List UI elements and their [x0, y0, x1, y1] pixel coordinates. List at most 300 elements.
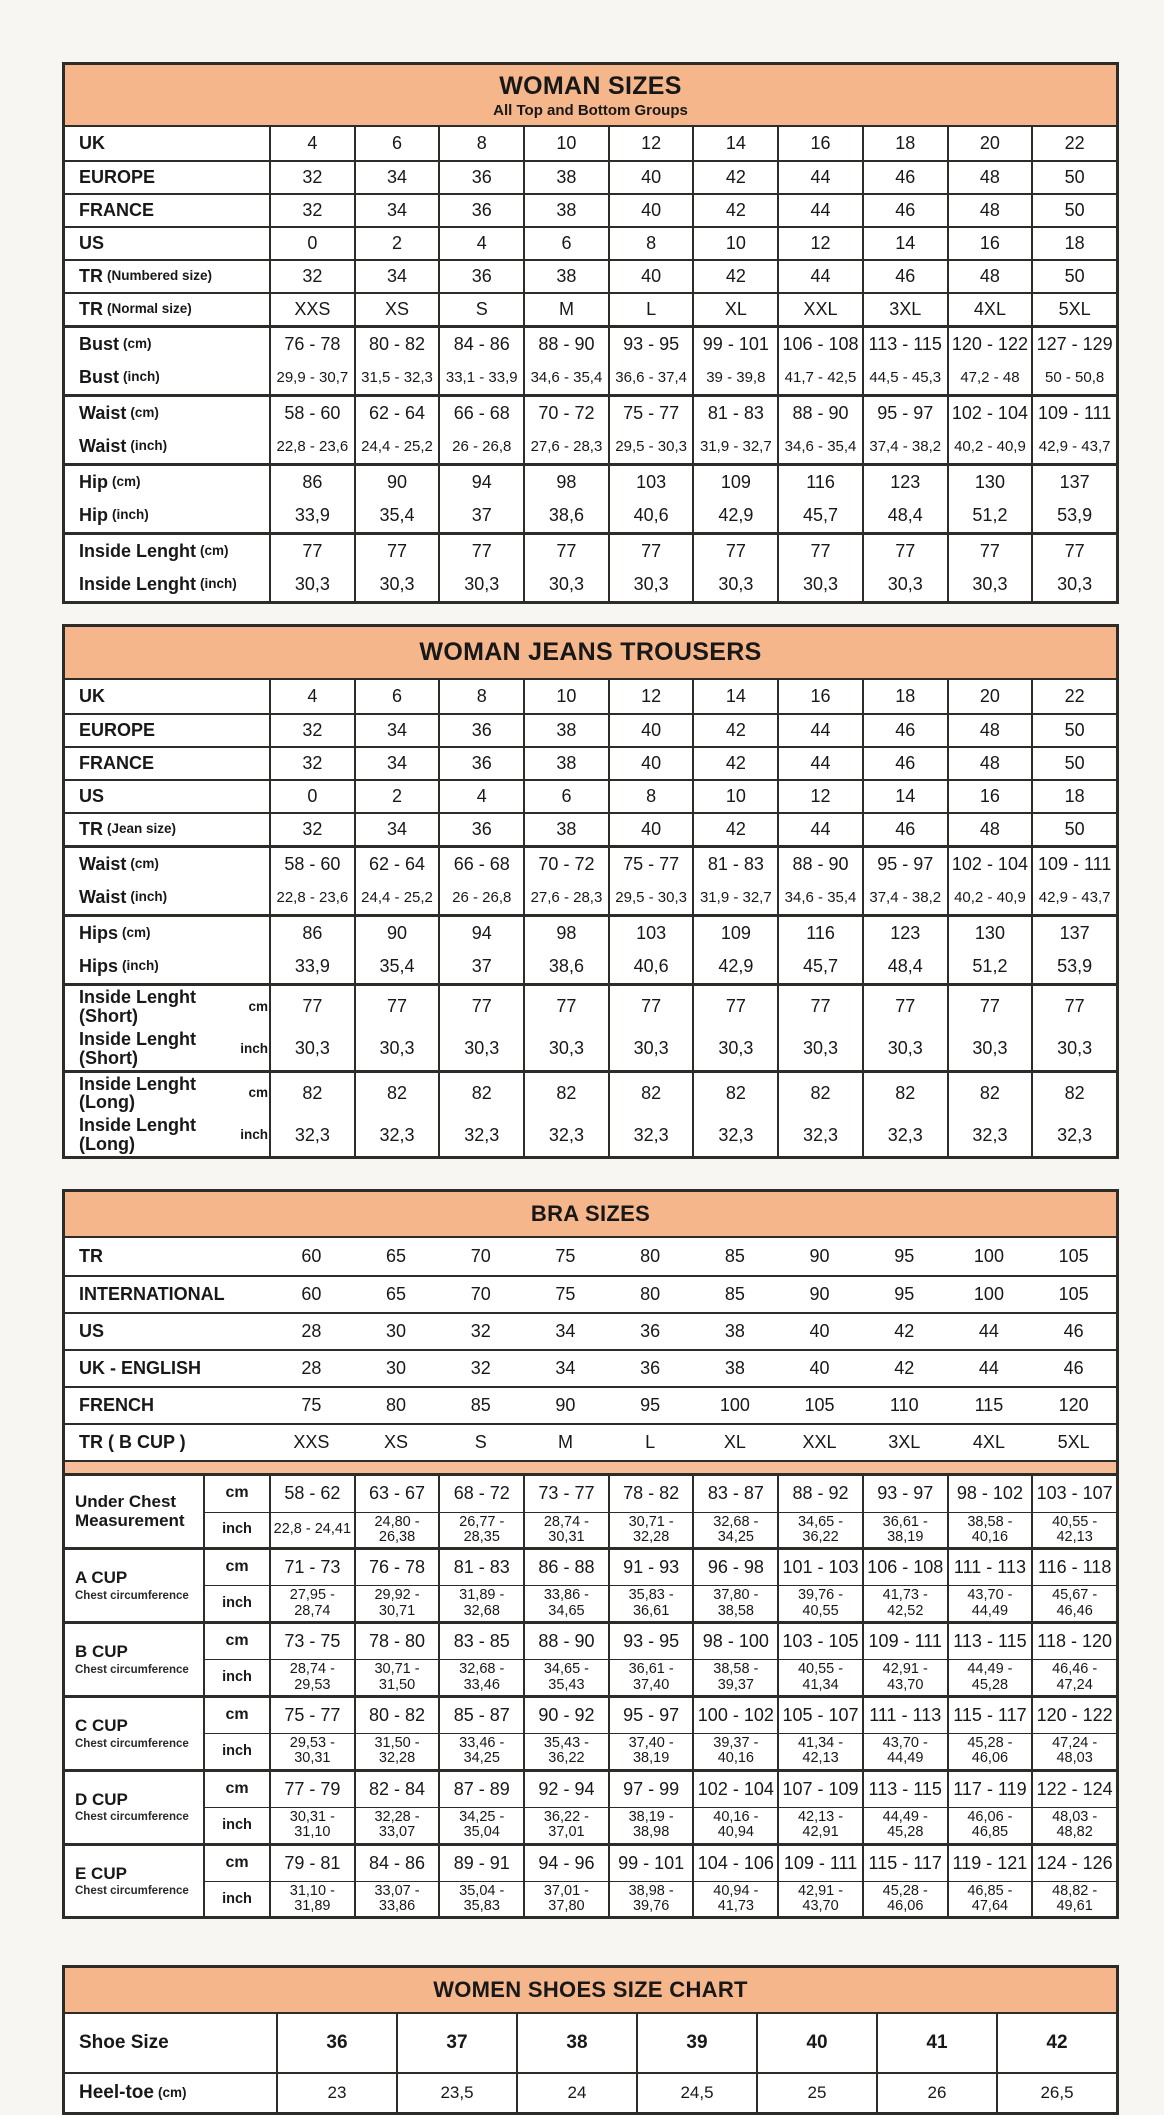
row-label [65, 715, 269, 746]
woman-sizes-title: WOMAN SIZES [499, 72, 682, 100]
value-cell: 32 [470, 1321, 491, 1342]
value-cell: 44 [978, 1358, 999, 1379]
value-cell: 14 [862, 781, 947, 812]
value-cell: 76 - 78 [269, 328, 354, 361]
value-cell: 30,3 [777, 568, 862, 601]
value-cell: 109 - 111 [777, 1846, 862, 1881]
women-shoes-body [65, 2014, 1116, 2112]
value-cell: 88 - 90 [777, 848, 862, 881]
value-cell: 24,4 - 25,2 [354, 430, 439, 463]
value-cell: 27,95 - 28,74 [269, 1585, 354, 1620]
value-cell: 10 [523, 680, 608, 713]
value-cell: 123 [862, 917, 947, 950]
row-label-text: Heel-toe [79, 2082, 154, 2104]
row-label-text: Hips [79, 956, 119, 977]
row-label [65, 397, 269, 430]
value-cell: 51,2 [947, 499, 1032, 532]
unit-label-cm: cm [203, 1772, 269, 1807]
value-cell: 48 [947, 814, 1032, 845]
value-cell: 116 [777, 466, 862, 499]
value-cell: 77 [608, 535, 693, 568]
value-cell: 34,65 - 35,43 [523, 1659, 608, 1694]
value-cell: 32,68 - 34,25 [692, 1512, 777, 1547]
value-cell: 34,6 - 35,4 [777, 881, 862, 914]
row-label-text: TR [79, 266, 103, 287]
row-label-text: Hip [79, 505, 108, 526]
value-cell: 50 - 50,8 [1031, 361, 1116, 394]
table-row [65, 812, 1116, 845]
value-cell: 46 [862, 261, 947, 292]
row-label-text: TR [79, 819, 103, 840]
value-cell: 48,03 - 48,82 [1031, 1807, 1116, 1842]
row-group [65, 463, 1116, 532]
row-label [65, 1114, 269, 1156]
row-label [65, 261, 269, 292]
value-cell: 80 [386, 1395, 407, 1416]
value-cell: 26 - 26,8 [438, 881, 523, 914]
value-cell: 137 [1031, 466, 1116, 499]
value-cell: 30,3 [438, 1028, 523, 1070]
row-label-unit: inch [240, 1127, 268, 1143]
cup-group [65, 1547, 1116, 1621]
value-cell: 111 - 113 [862, 1698, 947, 1733]
value-cell: 4XL [972, 1432, 1005, 1453]
value-cell: 48 [947, 162, 1032, 193]
value-cell: 50 [1031, 162, 1116, 193]
row-label [65, 328, 269, 361]
value-cell: 46 [862, 715, 947, 746]
value-cell: 81 - 83 [692, 397, 777, 430]
value-cell: 37,4 - 38,2 [862, 881, 947, 914]
table-row [65, 779, 1116, 812]
value-cell: 77 [692, 986, 777, 1028]
value-cell: 31,50 - 32,28 [354, 1733, 439, 1768]
value-cell: 122 - 124 [1031, 1772, 1116, 1807]
row-label [65, 1550, 203, 1621]
value-cell: 37,01 - 37,80 [523, 1881, 608, 1916]
value-cell: 20 [947, 127, 1032, 160]
value-cell: 42 [894, 1358, 915, 1379]
row-group [65, 532, 1116, 601]
value-cell: 111 - 113 [947, 1550, 1032, 1585]
row-label-unit: (cm) [130, 856, 159, 872]
value-cell: 30,3 [692, 1028, 777, 1070]
value-cell: 86 - 88 [523, 1550, 608, 1585]
value-cell: 16 [777, 680, 862, 713]
row-label-unit: (Numbered size) [107, 268, 213, 284]
value-cell: 32,3 [692, 1114, 777, 1156]
value-cell: 38 [724, 1358, 745, 1379]
value-cell: 99 - 101 [692, 328, 777, 361]
row-group [65, 1070, 1116, 1157]
value-cell: 16 [947, 228, 1032, 259]
table-row [65, 259, 1116, 292]
value-cell: 103 [608, 466, 693, 499]
row-group [65, 914, 1116, 983]
value-cell: 40 [809, 1358, 830, 1379]
row-label [65, 748, 269, 779]
row-label [65, 1425, 269, 1460]
row-label-text: Waist [79, 854, 127, 875]
value-cell: M [523, 294, 608, 325]
value-cell: 77 [354, 535, 439, 568]
value-cell: 28,74 - 30,31 [523, 1512, 608, 1547]
row-label-unit: (cm) [122, 925, 151, 941]
value-cell: 12 [777, 781, 862, 812]
value-cell: 37 [438, 950, 523, 983]
value-cell: 31,9 - 32,7 [692, 881, 777, 914]
value-cell: 90 [809, 1284, 830, 1305]
value-cell: 32 [269, 748, 354, 779]
value-cell: 5XL [1057, 1432, 1090, 1453]
table-row [65, 328, 1116, 361]
woman-jeans-table [62, 624, 1119, 1159]
value-cell: 127 - 129 [1031, 328, 1116, 361]
value-cell: 46 [862, 748, 947, 779]
value-cell: 77 [777, 535, 862, 568]
row-label-text: Hips [79, 923, 119, 944]
value-cell: 8 [608, 228, 693, 259]
value-cell: 90 [809, 1246, 830, 1267]
value-cell: 84 - 86 [354, 1846, 439, 1881]
cup-subtitle: Chest circumference [75, 1811, 189, 1824]
value-cell: 32 [269, 715, 354, 746]
value-cell: 105 [804, 1395, 835, 1416]
value-cell: 27,6 - 28,3 [523, 430, 608, 463]
table-row [65, 193, 1116, 226]
unit-label-cm: cm [203, 1476, 269, 1511]
value-cell: 100 [973, 1246, 1004, 1267]
value-cell: 32 [269, 261, 354, 292]
value-cell: 38 [724, 1321, 745, 1342]
row-label [65, 1028, 269, 1070]
value-cell: 102 - 104 [947, 397, 1032, 430]
row-label-unit: (cm) [130, 405, 159, 421]
row-label-text: EUROPE [79, 720, 156, 741]
value-cell: 34 [354, 195, 439, 226]
value-cell: 105 [1058, 1246, 1089, 1267]
value-cell: 41,73 - 42,52 [862, 1585, 947, 1620]
value-cell: 2 [354, 228, 439, 259]
value-cell: 32,3 [777, 1114, 862, 1156]
row-group [65, 394, 1116, 463]
row-label-text: UK - ENGLISH [79, 1358, 202, 1379]
table-row [65, 986, 1116, 1028]
woman-jeans-body [65, 680, 1116, 1156]
row-label [65, 2014, 276, 2072]
value-cell: 36 [640, 1321, 661, 1342]
value-cell: 77 [269, 535, 354, 568]
value-cell: 93 - 97 [862, 1476, 947, 1511]
value-cell: 34,6 - 35,4 [523, 361, 608, 394]
value-cell: 40 [608, 261, 693, 292]
cup-subtitle: Chest circumference [75, 1589, 189, 1602]
bra-sizes-body [65, 1238, 1116, 1916]
row-label-unit: (inch) [130, 438, 168, 454]
value-cell: 40 [756, 2014, 876, 2072]
value-cell: XXL [802, 1432, 837, 1453]
value-cell: 37,40 - 38,19 [608, 1733, 693, 1768]
value-cell: 100 [719, 1395, 750, 1416]
value-cell: 30,3 [269, 1028, 354, 1070]
value-cell: 29,53 - 30,31 [269, 1733, 354, 1768]
table-row [65, 1312, 1116, 1349]
value-cell: 40,55 - 42,13 [1031, 1512, 1116, 1547]
table-row [65, 1423, 1116, 1460]
value-cell: 37,80 - 38,58 [692, 1585, 777, 1620]
value-cell: 36,6 - 37,4 [608, 361, 693, 394]
value-cell: 37,4 - 38,2 [862, 430, 947, 463]
value-cell: 44,49 - 45,28 [862, 1807, 947, 1842]
row-label-unit: (cm) [123, 336, 152, 352]
value-cell: XS [384, 1432, 409, 1453]
value-cell: 88 - 90 [523, 1624, 608, 1659]
value-cell: 95 - 97 [608, 1698, 693, 1733]
value-cell: 77 [438, 535, 523, 568]
value-cell: 4 [269, 127, 354, 160]
value-cell: 32,68 - 33,46 [438, 1659, 523, 1694]
value-cell: 130 [947, 466, 1032, 499]
value-cell: 103 - 107 [1031, 1476, 1116, 1511]
row-label-text: US [79, 1321, 105, 1342]
value-cell: 77 [354, 986, 439, 1028]
value-cell: 39 - 39,8 [692, 361, 777, 394]
table-row [65, 1073, 1116, 1115]
table-row [65, 430, 1116, 463]
value-cell: 58 - 60 [269, 848, 354, 881]
value-cell: 88 - 90 [777, 397, 862, 430]
value-cell: 70 [470, 1284, 491, 1305]
value-cell: 42 [692, 748, 777, 779]
value-cell: 80 [640, 1284, 661, 1305]
value-cell: 18 [862, 680, 947, 713]
value-cell: 44,5 - 45,3 [862, 361, 947, 394]
value-cell: 43,70 - 44,49 [862, 1733, 947, 1768]
value-cell: 35,04 - 35,83 [438, 1881, 523, 1916]
value-cell: 89 - 91 [438, 1846, 523, 1881]
table-row [65, 226, 1116, 259]
row-label [65, 881, 269, 914]
row-label-unit: (Normal size) [107, 301, 192, 317]
value-cell: 33,9 [269, 950, 354, 983]
value-cell: 31,9 - 32,7 [692, 430, 777, 463]
value-cell: 46 [862, 195, 947, 226]
value-cell: 78 - 80 [354, 1624, 439, 1659]
row-label [65, 294, 269, 325]
value-cell: 42,9 [692, 950, 777, 983]
value-cell: 77 [947, 535, 1032, 568]
value-cell: 46,46 - 47,24 [1031, 1659, 1116, 1694]
value-cell: 34,6 - 35,4 [777, 430, 862, 463]
value-cell: 77 [862, 986, 947, 1028]
value-cell: 38,19 - 38,98 [608, 1807, 693, 1842]
value-cell: 84 - 86 [438, 328, 523, 361]
value-cell: 94 - 96 [523, 1846, 608, 1881]
row-label-text: Inside Lenght (Long) [79, 1115, 196, 1155]
value-cell: 28 [301, 1321, 322, 1342]
value-cell: 137 [1031, 917, 1116, 950]
value-cell: 94 [438, 466, 523, 499]
table-row [65, 680, 1116, 713]
value-cell: 30,3 [354, 568, 439, 601]
value-cell: 4 [269, 680, 354, 713]
value-cell: 34 [354, 814, 439, 845]
value-cell: 34 [354, 748, 439, 779]
separator-band [65, 1460, 1116, 1473]
value-cell: 48,82 - 49,61 [1031, 1881, 1116, 1916]
value-cell: 73 - 77 [523, 1476, 608, 1511]
value-cell: 82 - 84 [354, 1772, 439, 1807]
value-cell: 30,3 [692, 568, 777, 601]
value-cell: 106 - 108 [862, 1550, 947, 1585]
row-label-text: FRANCE [79, 753, 154, 774]
value-cell: 50 [1031, 195, 1116, 226]
value-cell: 4 [438, 781, 523, 812]
value-cell: 93 - 95 [608, 328, 693, 361]
value-cell: 42 [894, 1321, 915, 1342]
value-cell: XL [723, 1432, 746, 1453]
value-cell: 88 - 90 [523, 328, 608, 361]
value-cell: 32,3 [862, 1114, 947, 1156]
value-cell: 32 [269, 814, 354, 845]
value-cell: 43,70 - 44,49 [947, 1585, 1032, 1620]
value-cell: 38,6 [523, 499, 608, 532]
value-cell: 98 [523, 917, 608, 950]
value-cell: 48 [947, 261, 1032, 292]
woman-sizes-header [65, 65, 1116, 127]
value-cell: 35,4 [354, 950, 439, 983]
value-cell: 3XL [888, 1432, 921, 1453]
value-cell: 35,4 [354, 499, 439, 532]
value-cell: 34,25 - 35,04 [438, 1807, 523, 1842]
value-cell: XXS [269, 294, 354, 325]
row-label-text: EUROPE [79, 167, 156, 188]
row-group [65, 983, 1116, 1070]
value-cell: 82 [354, 1073, 439, 1115]
value-cell: 83 - 85 [438, 1624, 523, 1659]
row-label-text: TR [79, 1246, 103, 1267]
value-cell: 46 [862, 162, 947, 193]
value-cell: 14 [692, 680, 777, 713]
cup-group [65, 1621, 1116, 1695]
value-cell: 44 [978, 1321, 999, 1342]
row-label-unit: inch [240, 1040, 268, 1056]
row-label [65, 1314, 269, 1349]
value-cell: S [438, 294, 523, 325]
value-cell: 47,24 - 48,03 [1031, 1733, 1116, 1768]
value-cell: 37 [396, 2014, 516, 2072]
row-label-unit: (inch) [112, 507, 149, 523]
value-cell: 77 [438, 986, 523, 1028]
value-cell: 95 - 97 [862, 848, 947, 881]
value-cell: 4 [438, 228, 523, 259]
value-cell: 81 - 83 [438, 1550, 523, 1585]
table-row [65, 160, 1116, 193]
woman-sizes-table [62, 62, 1119, 604]
value-cell: 70 - 72 [523, 397, 608, 430]
table-row [65, 1386, 1116, 1423]
value-cell: 44 [777, 814, 862, 845]
value-cell: 12 [608, 127, 693, 160]
row-label-unit: (Jean size) [107, 821, 177, 837]
value-cell: 29,5 - 30,3 [608, 430, 693, 463]
value-cell: 46,06 - 46,85 [947, 1807, 1032, 1842]
value-cell: 36 [438, 162, 523, 193]
value-cell: L [608, 294, 693, 325]
value-cell: 30,3 [1031, 568, 1116, 601]
value-cell: 44 [777, 195, 862, 226]
value-cell: 30,3 [523, 568, 608, 601]
value-cell: 86 [269, 917, 354, 950]
value-cell: 116 - 118 [1031, 1550, 1116, 1585]
value-cell: 77 [608, 986, 693, 1028]
row-label-text: TR [79, 299, 103, 320]
row-label-text: Inside Lenght (Short) [79, 1028, 196, 1068]
value-cell: 88 - 92 [777, 1476, 862, 1511]
row-label-unit: (inch) [200, 576, 237, 592]
row-label-unit: cm [248, 998, 268, 1014]
row-label-text: Inside Lenght (Long) [79, 1073, 196, 1113]
value-cell: 58 - 62 [269, 1476, 354, 1511]
value-cell: 30,3 [523, 1028, 608, 1070]
cup-name: B CUP [75, 1641, 128, 1661]
row-label-text: Waist [79, 887, 127, 908]
row-label [65, 814, 269, 845]
value-cell: 10 [692, 781, 777, 812]
value-cell: 29,92 - 30,71 [354, 1585, 439, 1620]
value-cell: 110 [889, 1395, 919, 1416]
value-cell: 42,9 - 43,7 [1031, 430, 1116, 463]
value-cell: 32,3 [438, 1114, 523, 1156]
value-cell: 66 - 68 [438, 397, 523, 430]
value-cell: 82 [1031, 1073, 1116, 1115]
value-cell: 38 [523, 195, 608, 226]
value-cell: 50 [1031, 715, 1116, 746]
value-cell: 18 [1031, 781, 1116, 812]
value-cell: 109 - 111 [862, 1624, 947, 1659]
value-cell: 80 [640, 1246, 661, 1267]
value-cell: 18 [1031, 228, 1116, 259]
value-cell: 24,5 [636, 2074, 756, 2112]
value-cell: 22 [1031, 680, 1116, 713]
value-cell: 12 [608, 680, 693, 713]
value-cell: 53,9 [1031, 950, 1116, 983]
value-cell: 42,91 - 43,70 [777, 1881, 862, 1916]
value-cell: 38 [523, 748, 608, 779]
cup-group [65, 1843, 1116, 1917]
value-cell: 115 [974, 1395, 1004, 1416]
value-cell: 113 - 115 [947, 1624, 1032, 1659]
women-shoes-table [62, 1965, 1119, 2115]
value-cell: 70 [470, 1246, 491, 1267]
value-cell: 70 - 72 [523, 848, 608, 881]
value-cell: 115 - 117 [947, 1698, 1032, 1733]
value-cell: 48,4 [862, 950, 947, 983]
row-label-unit: (inch) [123, 369, 160, 385]
row-label-unit: (cm) [112, 474, 141, 490]
value-cell: 39,37 - 40,16 [692, 1733, 777, 1768]
women-shoes-title: WOMEN SHOES SIZE CHART [433, 1977, 748, 2003]
value-cell: 50 [1031, 261, 1116, 292]
row-label [65, 499, 269, 532]
value-cell: 6 [354, 127, 439, 160]
cup-group [65, 1769, 1116, 1843]
value-cell: 120 - 122 [947, 328, 1032, 361]
value-cell: 90 [354, 466, 439, 499]
value-cell: 130 [947, 917, 1032, 950]
table-row [65, 950, 1116, 983]
table-row [65, 1349, 1116, 1386]
